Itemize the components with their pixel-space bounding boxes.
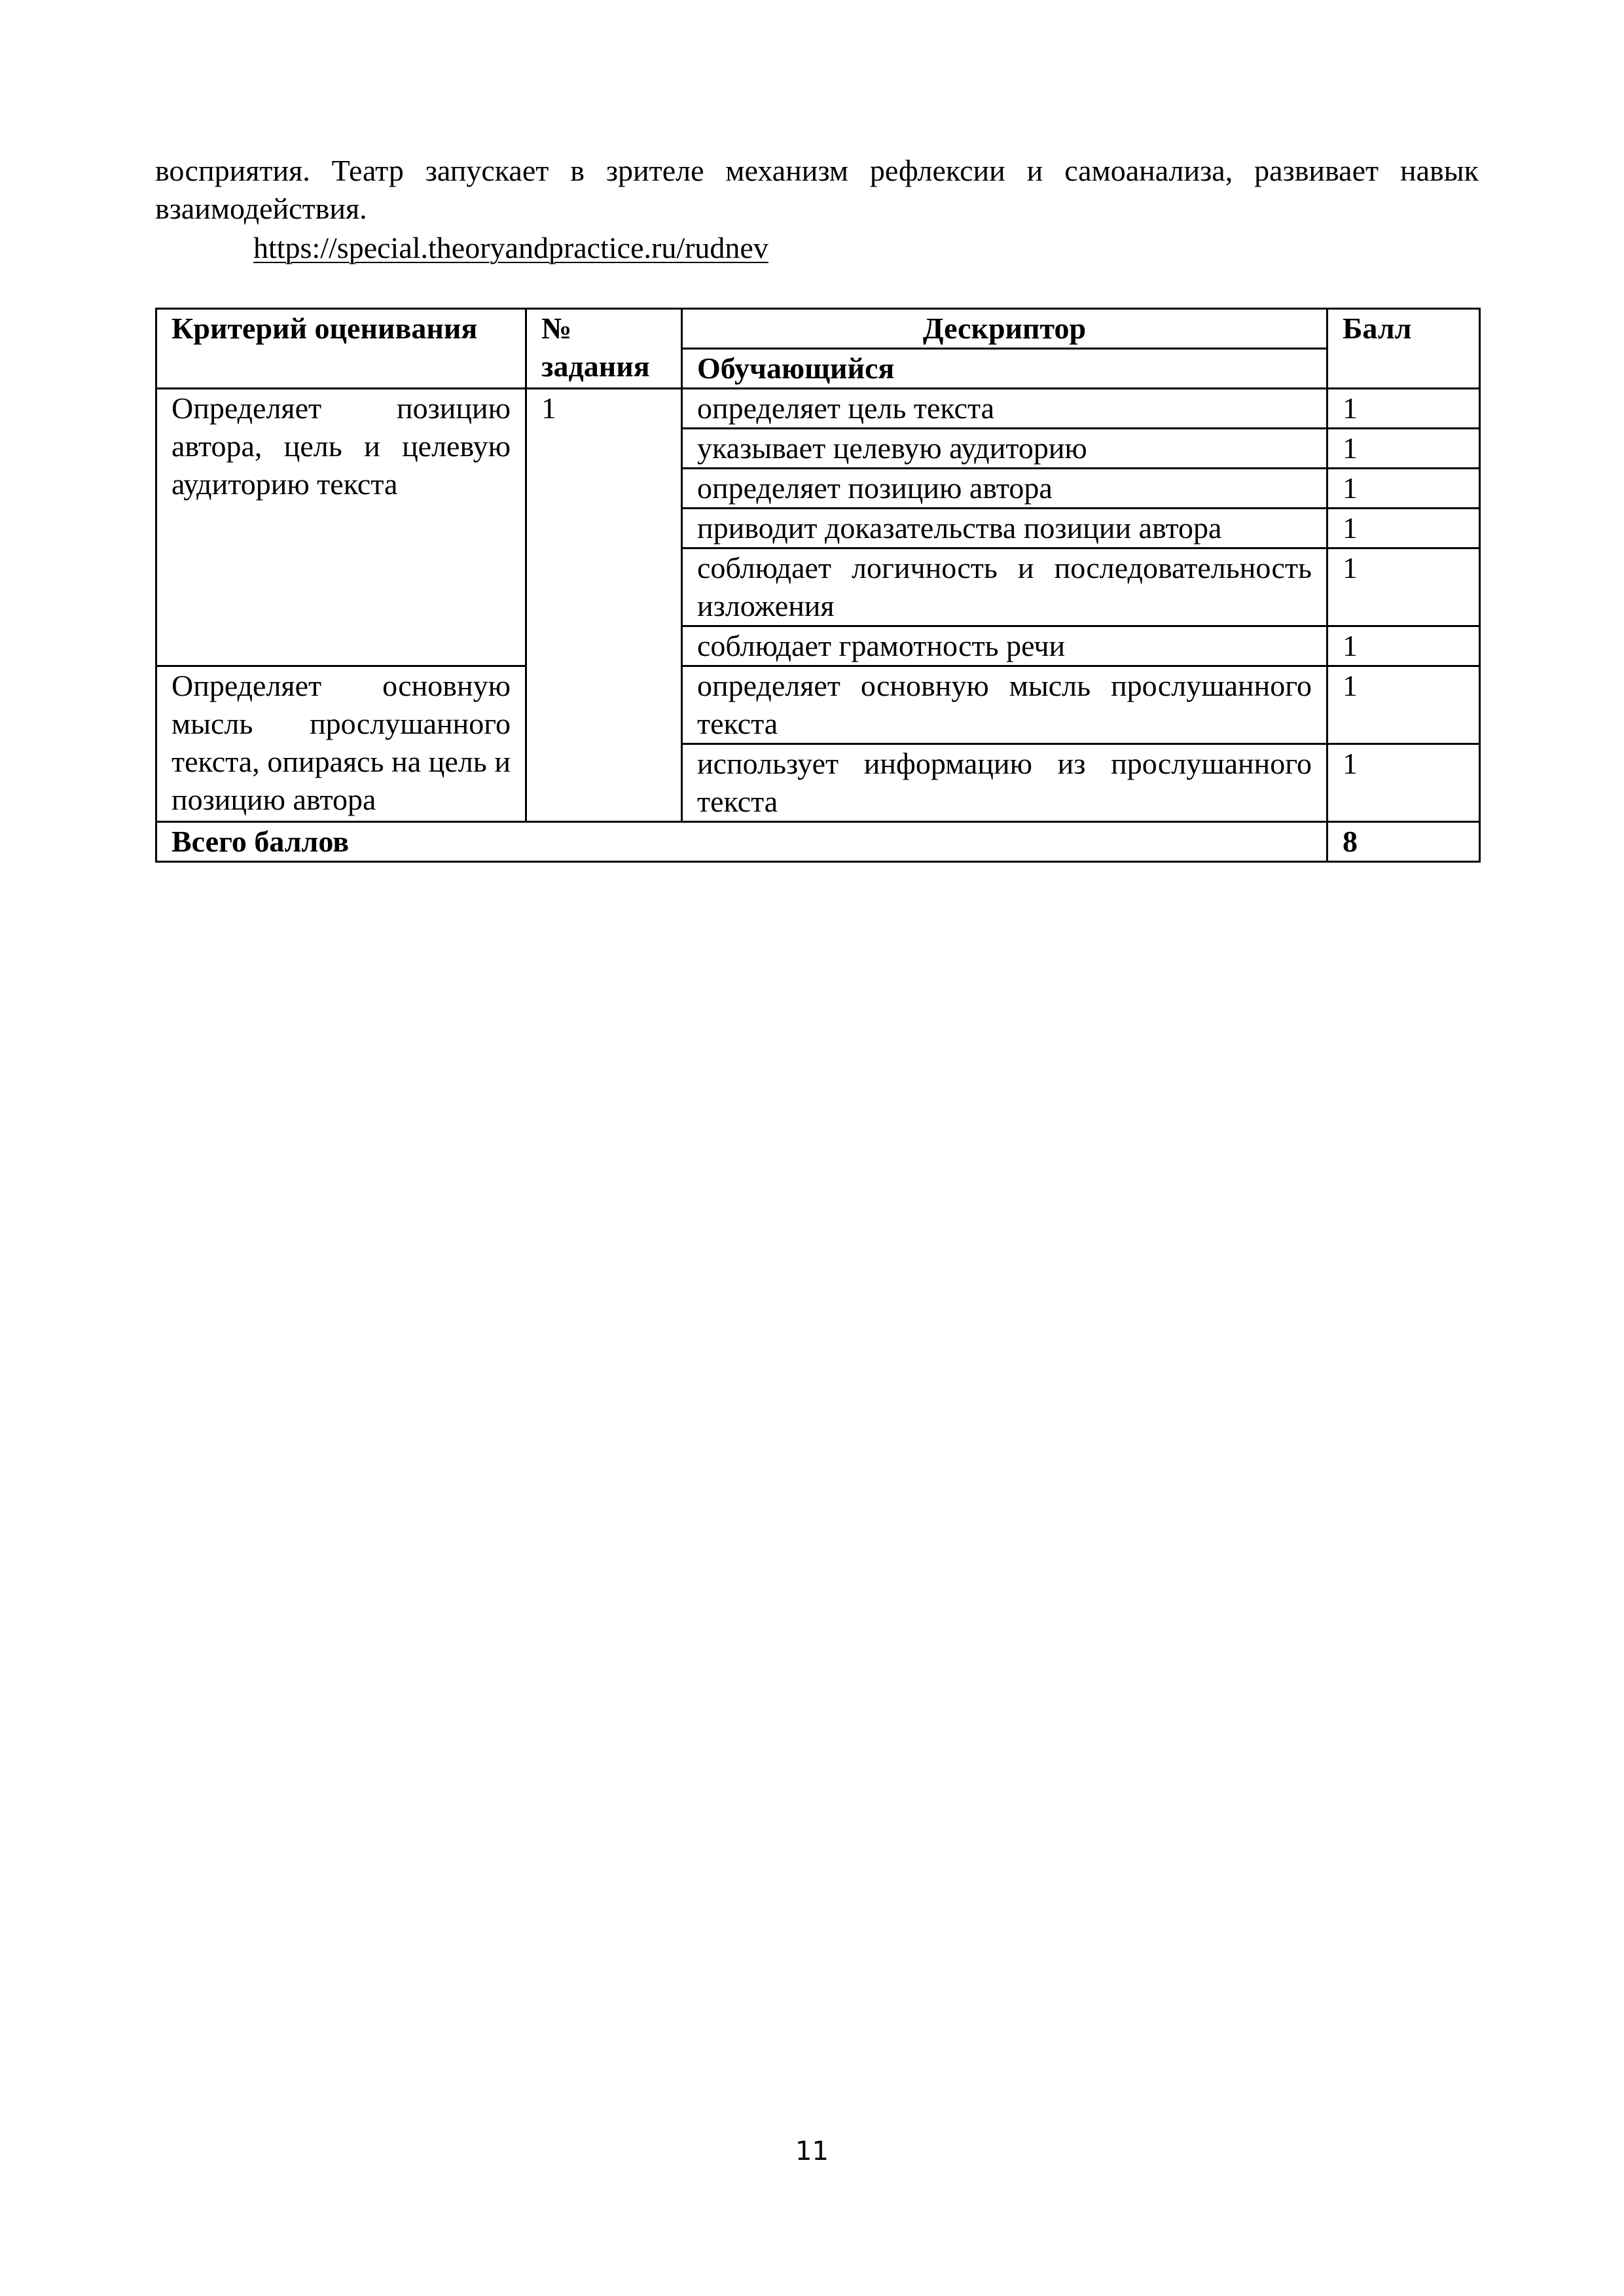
score-cell: 1 [1327, 548, 1480, 626]
descriptor-cell: определяет цель текста [682, 389, 1327, 429]
descriptor-cell: указывает целевую аудиторию [682, 429, 1327, 469]
header-learner: Обучающийся [682, 349, 1327, 389]
header-descriptor: Дескриптор [682, 309, 1327, 349]
header-criterion: Критерий оценивания [156, 309, 526, 389]
header-task-number: № задания [526, 309, 682, 389]
descriptor-cell: определяет основную мысль прослушанного текста [682, 666, 1327, 744]
intro-line: восприятия. Театр запускает в зрителе механизм рефлексии и самоанализа, развивает навык [155, 154, 1479, 187]
score-cell: 1 [1327, 469, 1480, 509]
total-row [156, 822, 1480, 862]
intro-paragraph [155, 152, 1479, 228]
table-row [156, 666, 1480, 744]
descriptor-cell: соблюдает грамотность речи [682, 626, 1327, 666]
total-score: 8 [1327, 822, 1480, 862]
descriptor-cell: соблюдает логичность и последовательность изложения [682, 548, 1327, 626]
source-link[interactable]: https://special.theoryandpractice.ru/rudnev [253, 231, 768, 264]
descriptor-cell: использует информацию из прослушанного текста [682, 744, 1327, 822]
score-cell: 1 [1327, 429, 1480, 469]
intro-line: взаимодействия. [155, 192, 367, 225]
score-cell: 1 [1327, 509, 1480, 548]
score-cell: 1 [1327, 389, 1480, 429]
score-cell: 1 [1327, 744, 1480, 822]
total-label: Всего баллов [156, 822, 1327, 862]
descriptor-cell: приводит доказательства позиции автора [682, 509, 1327, 548]
score-cell: 1 [1327, 626, 1480, 666]
table-row [156, 389, 1480, 429]
header-score: Балл [1327, 309, 1480, 389]
page-number: 11 [795, 2136, 829, 2166]
criterion-cell: Определяет основную мысль прослушанного текста, опираясь на цель и позицию автора [156, 666, 526, 822]
assessment-rubric-table [155, 308, 1481, 863]
score-cell: 1 [1327, 666, 1480, 744]
descriptor-cell: определяет позицию автора [682, 469, 1327, 509]
task-number-cell: 1 [526, 389, 682, 822]
criterion-cell: Определяет позицию автора, цель и целевую аудиторию текста [156, 389, 526, 666]
table-header-row [156, 309, 1480, 349]
